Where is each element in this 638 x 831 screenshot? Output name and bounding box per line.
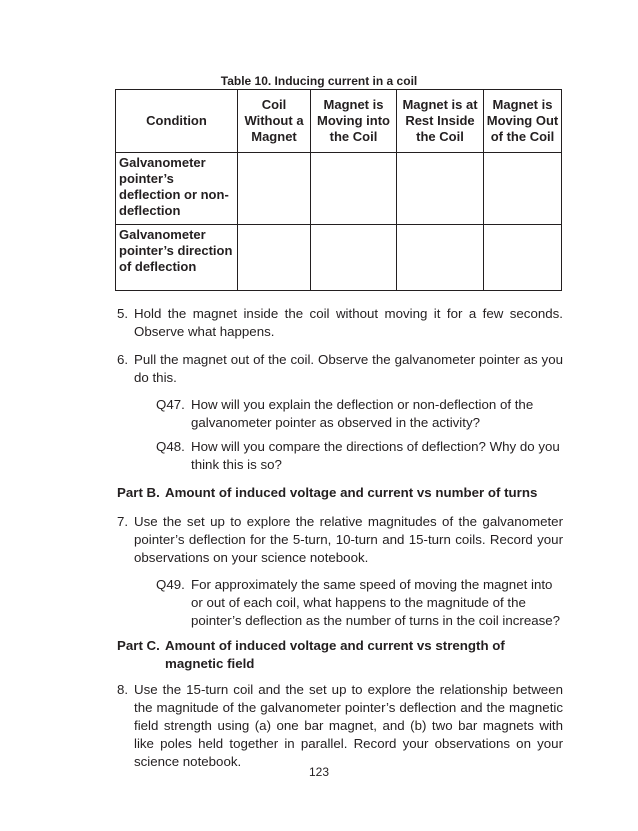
table-row bbox=[116, 153, 562, 225]
step-6 bbox=[117, 351, 563, 387]
question-number: Q48. bbox=[156, 439, 185, 454]
header-magnet-at-rest: Magnet is at Rest Inside the Coil bbox=[397, 90, 484, 153]
question-q49 bbox=[156, 576, 562, 630]
page-number: 123 bbox=[308, 765, 330, 779]
table-row bbox=[116, 225, 562, 291]
table-caption: Table 10. Inducing current in a coil bbox=[220, 74, 418, 88]
step-text: Use the set up to explore the relative magnitudes of the galvanometer pointer’s deflection for the 5-turn, 10-turn and 15-turn coils. Record your observations on your science notebook. bbox=[134, 514, 563, 565]
table-cell bbox=[484, 153, 562, 225]
step-8 bbox=[117, 681, 563, 771]
table-cell bbox=[238, 153, 311, 225]
step-number: 7. bbox=[117, 514, 129, 529]
question-number: Q49. bbox=[156, 577, 185, 592]
part-label: Part C. bbox=[117, 638, 160, 653]
step-text: Use the 15-turn coil and the set up to explore the relationship between the magnitude of the galvanometer pointer’s deflection and the magnetic field strength using (a) one bar magnet, and (b) two bar magnets with like poles held together in parallel. Record your observations on your science notebook. bbox=[134, 682, 563, 769]
part-label: Part B. bbox=[117, 485, 160, 500]
table-cell bbox=[311, 225, 397, 291]
header-magnet-moving-out: Magnet is Moving Out of the Coil bbox=[484, 90, 562, 153]
question-number: Q47. bbox=[156, 397, 185, 412]
step-number: 8. bbox=[117, 682, 129, 697]
observation-table bbox=[115, 89, 562, 291]
row-label-direction: Galvanometer pointer’s direction of deflection bbox=[116, 225, 238, 291]
step-number: 5. bbox=[117, 306, 129, 321]
table-cell bbox=[397, 153, 484, 225]
question-text: How will you explain the deflection or non-deflection of the galvanometer pointer as observed in the activity? bbox=[191, 397, 534, 430]
question-text: How will you compare the directions of deflection? Why do you think this is so? bbox=[191, 439, 560, 472]
table-cell bbox=[397, 225, 484, 291]
step-number: 6. bbox=[117, 352, 129, 367]
question-q48 bbox=[156, 438, 562, 474]
header-condition: Condition bbox=[116, 90, 238, 153]
step-5 bbox=[117, 305, 563, 341]
question-text: For approximately the same speed of moving the magnet into or out of each coil, what happens to the magnitude of the pointer’s deflection as the number of turns in the coil increase? bbox=[191, 577, 561, 628]
question-q47 bbox=[156, 396, 562, 432]
header-coil-without-magnet: Coil Without a Magnet bbox=[238, 90, 311, 153]
part-b-heading bbox=[117, 484, 563, 502]
table-cell bbox=[311, 153, 397, 225]
part-title: Amount of induced voltage and current vs strength of magnetic field bbox=[165, 638, 505, 671]
row-label-deflection: Galvanometer pointer’s deflection or non-deflection bbox=[116, 153, 238, 225]
header-magnet-moving-into-coil: Magnet is Moving into the Coil bbox=[311, 90, 397, 153]
table-cell bbox=[238, 225, 311, 291]
part-c-heading bbox=[117, 637, 563, 673]
step-text: Hold the magnet inside the coil without moving it for a few seconds. Observe what happens. bbox=[134, 306, 563, 339]
step-7 bbox=[117, 513, 563, 567]
step-text: Pull the magnet out of the coil. Observe the galvanometer pointer as you do this. bbox=[134, 352, 563, 385]
table-cell bbox=[484, 225, 562, 291]
part-title: Amount of induced voltage and current vs number of turns bbox=[165, 485, 538, 500]
